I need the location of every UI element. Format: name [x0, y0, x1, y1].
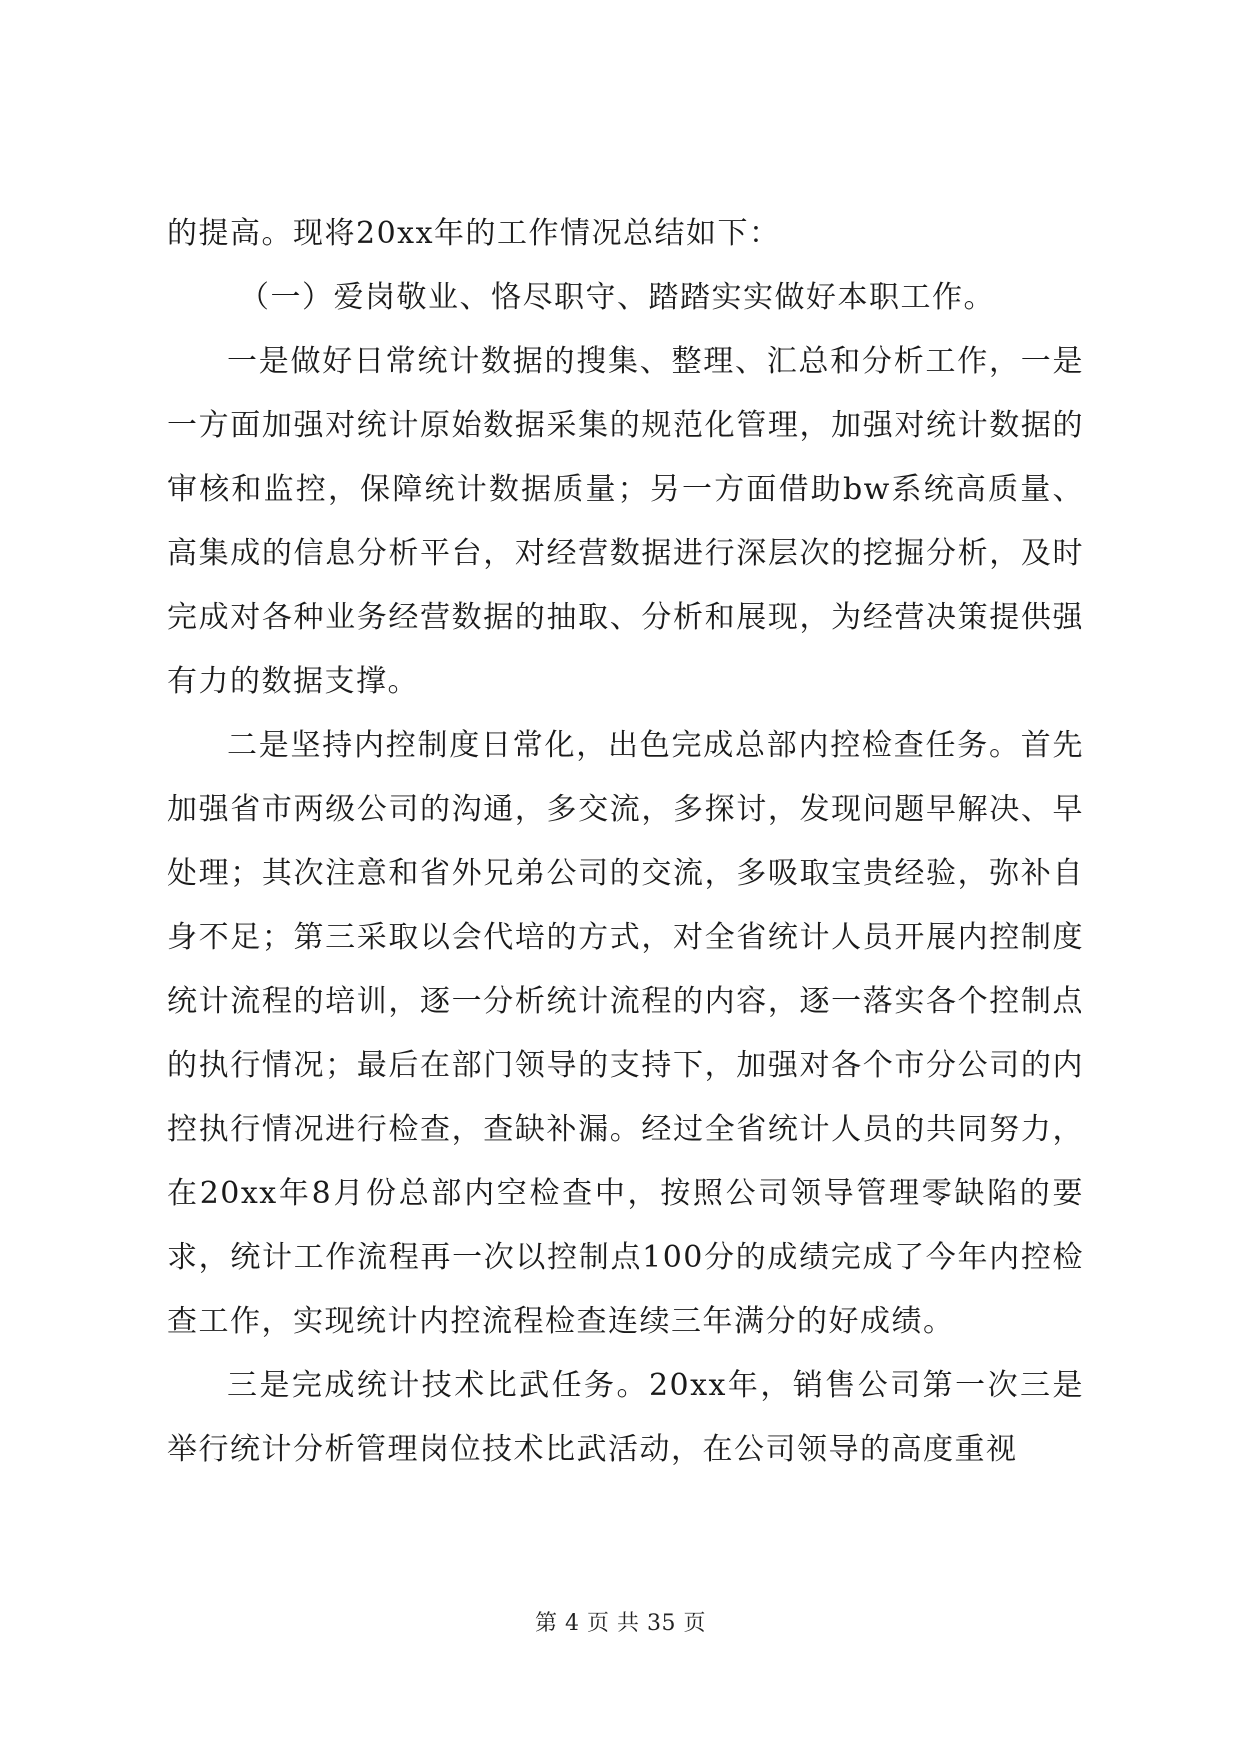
document-body: [167, 202, 1084, 1482]
page-footer: [0, 1606, 1241, 1637]
paragraph-item-3: 三是完成统计技术比武任务。20xx年，销售公司第一次三是举行统计分析管理岗位技术比武活动，在公司领导的高度重视: [167, 1368, 1084, 1467]
paragraph-item-2: 二是坚持内控制度日常化，出色完成总部内控检查任务。首先加强省市两级公司的沟通，多交流，多探讨，发现问题早解决、早处理；其次注意和省外兄弟公司的交流，多吸取宝贵经验，弥补自身不足；第三采取以会代培的方式，对全省统计人员开展内控制度统计流程的培训，逐一分析统计流程的内容，逐一落实各个控制点的执行情况；最后在部门领导的支持下，加强对各个市分公司的内控执行情况进行检查，查缺补漏。经过全省统计人员的共同努力，在20xx年8月份总部内空检查中，按照公司领导管理零缺陷的要求，统计工作流程再一次以控制点100分的成绩完成了今年内控检查工作，实现统计内控流程检查连续三年满分的好成绩。: [167, 728, 1084, 1339]
page-number: 第 4 页 共 35 页: [535, 1611, 706, 1636]
paragraph-continuation: 的提高。现将20xx年的工作情况总结如下：: [167, 216, 781, 251]
section-heading: （一）爱岗敬业、恪尽职守、踏踏实实做好本职工作。: [239, 280, 995, 315]
paragraph-item-1: 一是做好日常统计数据的搜集、整理、汇总和分析工作，一是一方面加强对统计原始数据采集的规范化管理，加强对统计数据的审核和监控，保障统计数据质量；另一方面借助bw系统高质量、高集成的信息分析平台，对经营数据进行深层次的挖掘分析，及时完成对各种业务经营数据的抽取、分析和展现，为经营决策提供强有力的数据支撑。: [167, 344, 1084, 699]
